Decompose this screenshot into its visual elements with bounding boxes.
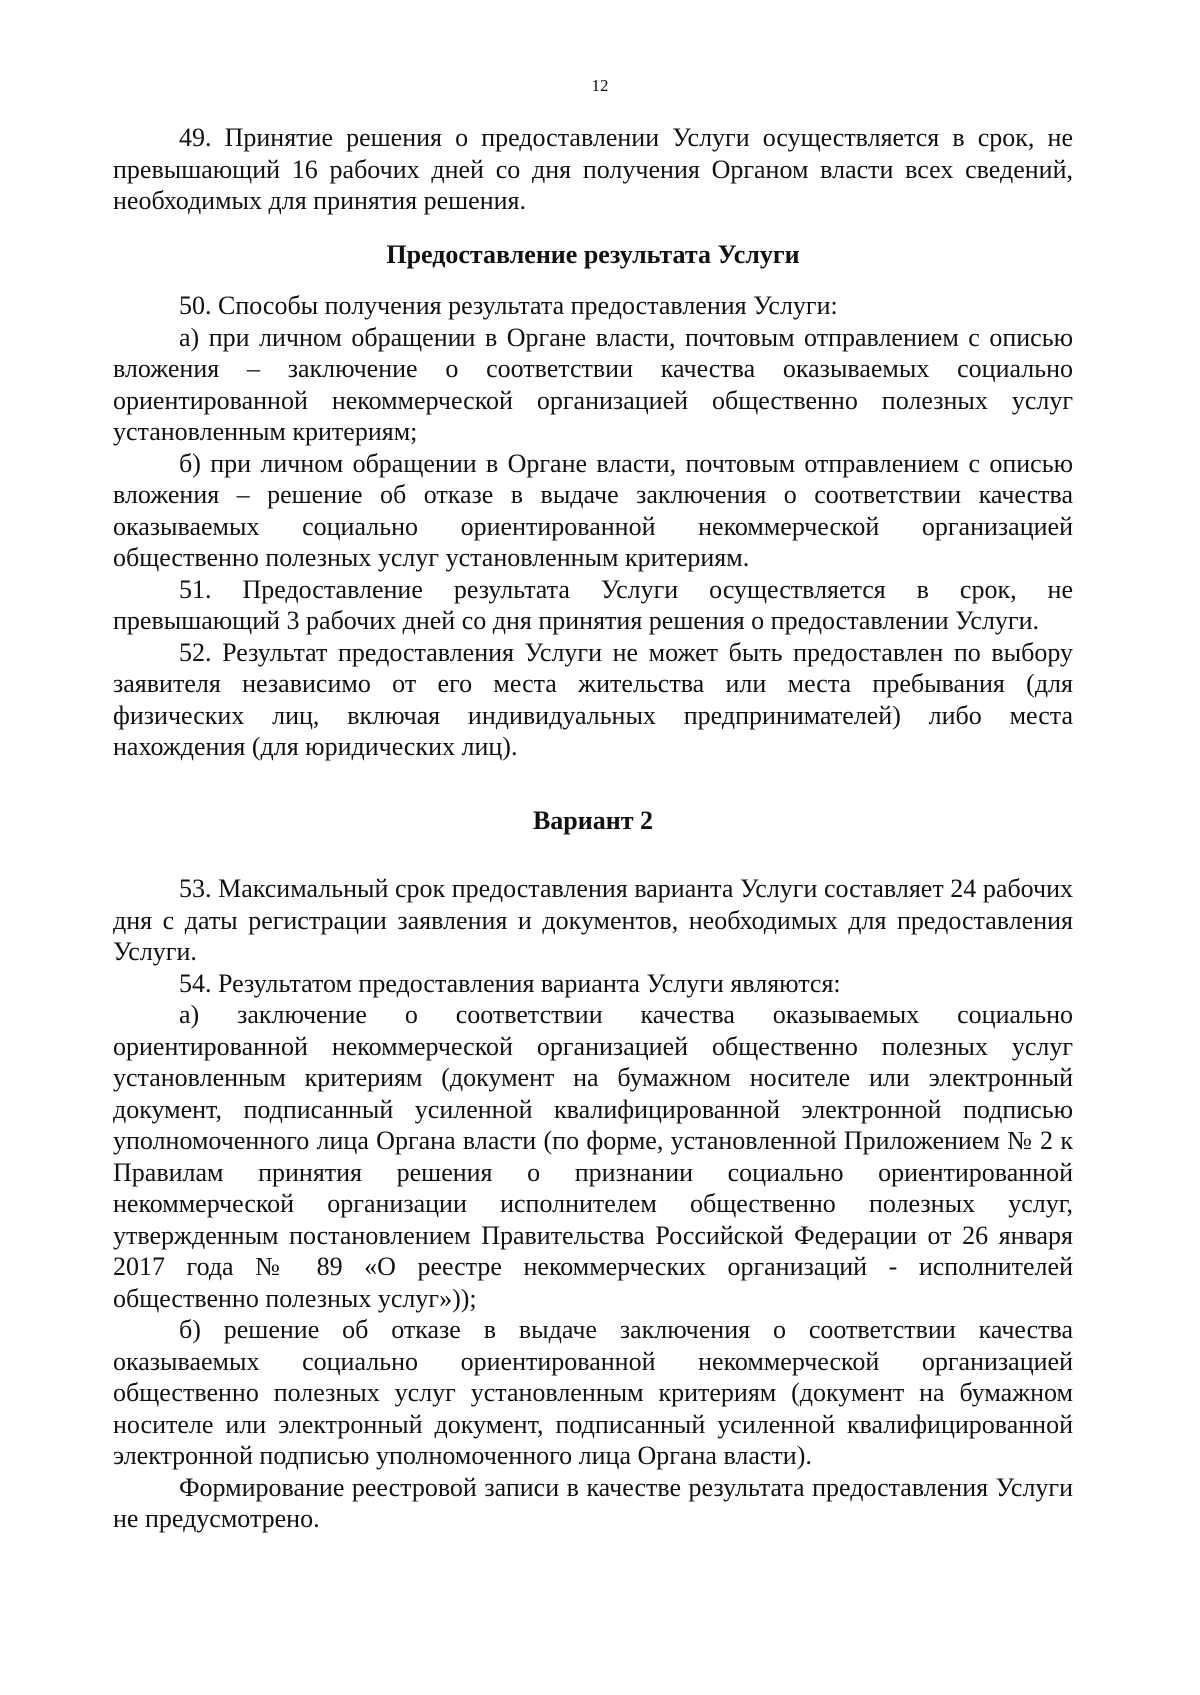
paragraph-54-a: а) заключение о соответствии качества оказываемых социально ориентированной некоммерческой организацией общественно полезных услуг установленным критериям (документ на бумажном носителе или электронный документ, подписанный усиленной квалифицированной электронной подписью уполномоченного лица Органа власти (по форме, установленной Приложением № 2 к Правилам принятия решения о признании социально ориентированной некоммерческой организации исполнителем общественно полезных услуг, утвержденным постановлением Правительства Российской Федерации от 26 января 2017 года № 89 «О реестре некоммерческих организаций - исполнителей общественно полезных услуг»)); <box>113 1000 1073 1313</box>
paragraph-50: 50. Способы получения результата предоставления Услуги: <box>179 291 838 320</box>
section-heading-result: Предоставление результата Услуги <box>386 239 800 269</box>
paragraph-50-a: а) при личном обращении в Органе власти, почтовым отправлением с описью вложения – заключение о соответствии качества оказываемых социально ориентированной некоммерческой организацией общественно полезных услуг установленным критериям; <box>113 322 1073 446</box>
section-heading-variant: Вариант 2 <box>532 805 654 835</box>
paragraph-50-b: б) при личном обращении в Органе власти, почтовым отправлением с описью вложения – решение об отказе в выдаче заключения о соответствии качества оказываемых социально ориентированной некоммерческой организацией общественно полезных услуг установленным критериям. <box>113 448 1073 572</box>
paragraph-52: 52. Результат предоставления Услуги не может быть предоставлен по выбору заявителя независимо от его места жительства или места пребывания (для физических лиц, включая индивидуальных предпринимателей) либо места нахождения (для юридических лиц). <box>113 637 1073 761</box>
paragraph-51: 51. Предоставление результата Услуги осуществляется в срок, не превышающий 3 рабочих дней со дня принятия решения о предоставлении Услуги. <box>113 574 1073 635</box>
page-number: 12 <box>591 76 609 95</box>
paragraph-53: 53. Максимальный срок предоставления варианта Услуги составляет 24 рабочих дня с даты регистрации заявления и документов, необходимых для предоставления Услуги. <box>113 874 1073 966</box>
paragraph-54-b: б) решение об отказе в выдаче заключения о соответствии качества оказываемых социально ориентированной некоммерческой организацией общественно полезных услуг установленным критериям (документ на бумажном носителе или электронный документ, подписанный усиленной квалифицированной электронной подписью уполномоченного лица Органа власти). <box>113 1315 1073 1470</box>
document-body <box>113 122 1073 1535</box>
paragraph-49: 49. Принятие решения о предоставлении Услуги осуществляется в срок, не превышающий 16 рабочих дней со дня получения Органом власти всех сведений, необходимых для принятия решения. <box>113 123 1073 215</box>
paragraph-registry: Формирование реестровой записи в качестве результата предоставления Услуги не предусмотрено. <box>113 1472 1073 1533</box>
paragraph-54: 54. Результатом предоставления варианта Услуги являются: <box>179 968 841 998</box>
